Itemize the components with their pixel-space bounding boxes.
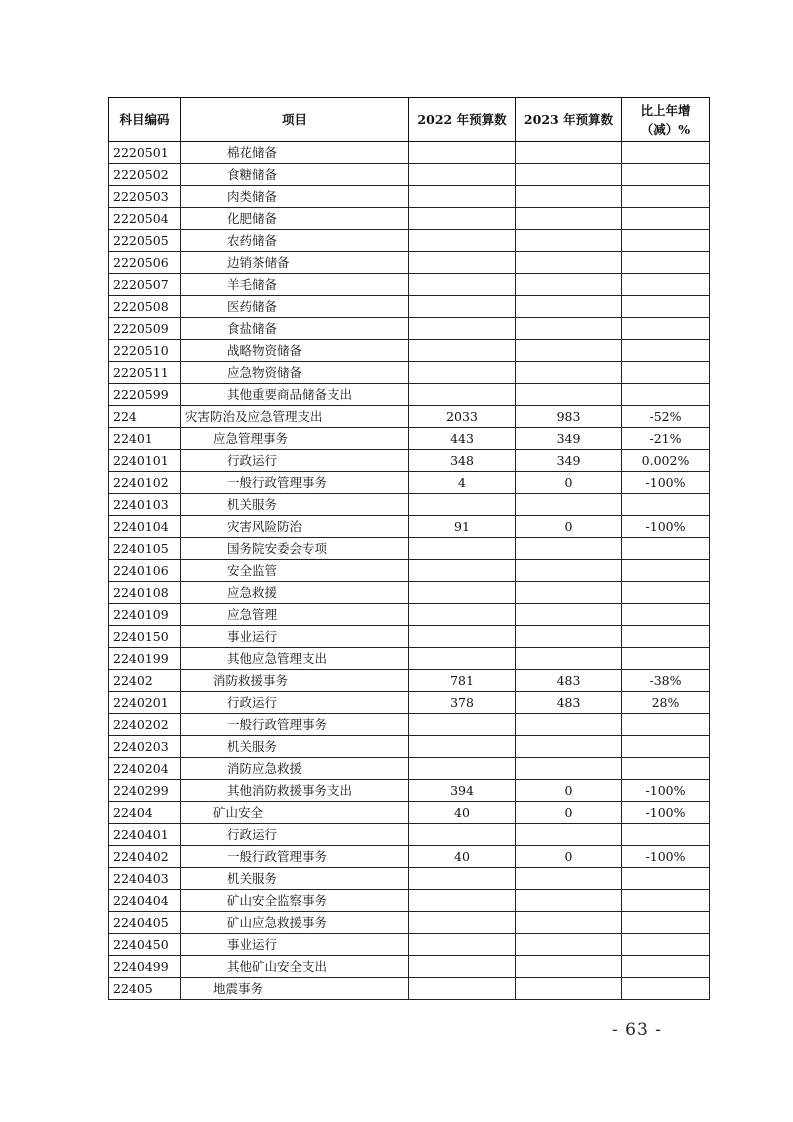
header-2023: 2023 年预算数 [516, 98, 622, 142]
table-row [109, 164, 710, 186]
cell-2022 [409, 142, 516, 164]
cell-2022 [409, 890, 516, 912]
table-row [109, 626, 710, 648]
cell-change [622, 978, 710, 1000]
cell-2022 [409, 978, 516, 1000]
cell-name: 行政运行 [181, 692, 409, 714]
cell-2023: 483 [516, 692, 622, 714]
cell-name: 国务院安委会专项 [181, 538, 409, 560]
cell-name: 一般行政管理事务 [181, 846, 409, 868]
cell-name: 灾害风险防治 [181, 516, 409, 538]
cell-2022 [409, 230, 516, 252]
cell-2022 [409, 582, 516, 604]
table-row [109, 956, 710, 978]
table-row [109, 274, 710, 296]
cell-2022: 348 [409, 450, 516, 472]
cell-2023: 0 [516, 472, 622, 494]
cell-2023 [516, 626, 622, 648]
cell-code: 2240403 [109, 868, 181, 890]
cell-code: 2240201 [109, 692, 181, 714]
cell-2022: 4 [409, 472, 516, 494]
cell-code: 224 [109, 406, 181, 428]
cell-change [622, 384, 710, 406]
cell-name: 其他矿山安全支出 [181, 956, 409, 978]
cell-change [622, 296, 710, 318]
cell-2023 [516, 560, 622, 582]
cell-code: 2220502 [109, 164, 181, 186]
table-row [109, 582, 710, 604]
budget-table [108, 97, 710, 1000]
header-2022: 2022 年预算数 [409, 98, 516, 142]
cell-2022 [409, 362, 516, 384]
cell-2022: 378 [409, 692, 516, 714]
cell-2023 [516, 956, 622, 978]
cell-change [622, 890, 710, 912]
cell-2022 [409, 934, 516, 956]
cell-change [622, 252, 710, 274]
table-row [109, 890, 710, 912]
cell-2023 [516, 230, 622, 252]
header-code: 科目编码 [109, 98, 181, 142]
cell-name: 医药储备 [181, 296, 409, 318]
header-change-line1: 比上年增 [640, 102, 691, 118]
table-row [109, 472, 710, 494]
cell-2022 [409, 604, 516, 626]
cell-2022: 394 [409, 780, 516, 802]
cell-2023 [516, 758, 622, 780]
cell-2023 [516, 274, 622, 296]
cell-2022 [409, 868, 516, 890]
cell-change [622, 142, 710, 164]
table-row [109, 142, 710, 164]
cell-change: -52% [622, 406, 710, 428]
cell-code: 2240105 [109, 538, 181, 560]
cell-code: 2220507 [109, 274, 181, 296]
cell-code: 2220505 [109, 230, 181, 252]
cell-name: 安全监管 [181, 560, 409, 582]
cell-code: 22404 [109, 802, 181, 824]
table-row [109, 736, 710, 758]
cell-code: 2240108 [109, 582, 181, 604]
cell-name: 机关服务 [181, 868, 409, 890]
cell-code: 22405 [109, 978, 181, 1000]
cell-code: 2240499 [109, 956, 181, 978]
cell-change: -100% [622, 472, 710, 494]
cell-name: 事业运行 [181, 934, 409, 956]
cell-code: 2240104 [109, 516, 181, 538]
cell-code: 2220503 [109, 186, 181, 208]
table-row [109, 670, 710, 692]
cell-2022 [409, 714, 516, 736]
table-row [109, 934, 710, 956]
cell-2022: 443 [409, 428, 516, 450]
table-row [109, 208, 710, 230]
cell-name: 机关服务 [181, 736, 409, 758]
cell-change: -100% [622, 516, 710, 538]
cell-change [622, 956, 710, 978]
cell-2022 [409, 648, 516, 670]
cell-change [622, 274, 710, 296]
cell-2023: 0 [516, 516, 622, 538]
cell-name: 应急物资储备 [181, 362, 409, 384]
cell-code: 2220509 [109, 318, 181, 340]
cell-change: -100% [622, 780, 710, 802]
cell-name: 农药储备 [181, 230, 409, 252]
cell-2023 [516, 582, 622, 604]
cell-change: -100% [622, 802, 710, 824]
table-row [109, 538, 710, 560]
cell-code: 2240101 [109, 450, 181, 472]
cell-2023 [516, 296, 622, 318]
cell-2022 [409, 186, 516, 208]
cell-2022 [409, 626, 516, 648]
cell-code: 2240106 [109, 560, 181, 582]
cell-change [622, 494, 710, 516]
table-row [109, 186, 710, 208]
cell-code: 2220504 [109, 208, 181, 230]
table-row [109, 384, 710, 406]
cell-2022 [409, 274, 516, 296]
cell-2023 [516, 362, 622, 384]
cell-2023 [516, 978, 622, 1000]
cell-2023 [516, 252, 622, 274]
cell-2022: 91 [409, 516, 516, 538]
cell-code: 2220506 [109, 252, 181, 274]
cell-2022: 40 [409, 802, 516, 824]
cell-2023 [516, 868, 622, 890]
cell-name: 机关服务 [181, 494, 409, 516]
cell-code: 2240202 [109, 714, 181, 736]
cell-2023 [516, 318, 622, 340]
cell-2023 [516, 384, 622, 406]
table-row [109, 340, 710, 362]
table-header-row [109, 98, 710, 142]
cell-name: 事业运行 [181, 626, 409, 648]
cell-change: -38% [622, 670, 710, 692]
cell-change: -21% [622, 428, 710, 450]
cell-change [622, 714, 710, 736]
cell-code: 2240203 [109, 736, 181, 758]
cell-2023: 0 [516, 802, 622, 824]
cell-2022 [409, 758, 516, 780]
table-row [109, 450, 710, 472]
cell-name: 矿山安全监察事务 [181, 890, 409, 912]
cell-name: 行政运行 [181, 824, 409, 846]
cell-change [622, 538, 710, 560]
cell-2023 [516, 142, 622, 164]
cell-name: 肉类储备 [181, 186, 409, 208]
table-row [109, 318, 710, 340]
cell-code: 2220501 [109, 142, 181, 164]
cell-2023 [516, 604, 622, 626]
cell-2022 [409, 384, 516, 406]
cell-2022 [409, 560, 516, 582]
cell-name: 灾害防治及应急管理支出 [181, 406, 409, 428]
cell-change [622, 362, 710, 384]
cell-name: 一般行政管理事务 [181, 714, 409, 736]
cell-change [622, 912, 710, 934]
cell-2022 [409, 494, 516, 516]
cell-name: 棉花储备 [181, 142, 409, 164]
cell-2023 [516, 824, 622, 846]
cell-2023 [516, 208, 622, 230]
cell-2023: 349 [516, 428, 622, 450]
table-row [109, 978, 710, 1000]
cell-2022 [409, 296, 516, 318]
table-row [109, 802, 710, 824]
cell-2023 [516, 494, 622, 516]
cell-name: 食盐储备 [181, 318, 409, 340]
cell-code: 2240402 [109, 846, 181, 868]
table-row [109, 494, 710, 516]
cell-name: 消防应急救援 [181, 758, 409, 780]
table-row [109, 692, 710, 714]
cell-name: 应急管理事务 [181, 428, 409, 450]
cell-name: 边销茶储备 [181, 252, 409, 274]
page-number: - 63 - [612, 1020, 662, 1040]
table-row [109, 406, 710, 428]
cell-code: 2240401 [109, 824, 181, 846]
cell-2022 [409, 164, 516, 186]
cell-change [622, 604, 710, 626]
cell-change: 0.002% [622, 450, 710, 472]
cell-change [622, 626, 710, 648]
cell-2023: 983 [516, 406, 622, 428]
cell-code: 2220599 [109, 384, 181, 406]
cell-name: 矿山安全 [181, 802, 409, 824]
cell-2022 [409, 538, 516, 560]
table-row [109, 252, 710, 274]
cell-change: 28% [622, 692, 710, 714]
cell-change [622, 758, 710, 780]
cell-code: 2240199 [109, 648, 181, 670]
table-row [109, 824, 710, 846]
cell-2023: 0 [516, 846, 622, 868]
cell-2022 [409, 824, 516, 846]
table-row [109, 296, 710, 318]
cell-code: 2240103 [109, 494, 181, 516]
cell-name: 化肥储备 [181, 208, 409, 230]
cell-name: 矿山应急救援事务 [181, 912, 409, 934]
cell-2023 [516, 736, 622, 758]
cell-2023 [516, 186, 622, 208]
table-row [109, 362, 710, 384]
cell-code: 22401 [109, 428, 181, 450]
cell-name: 战略物资储备 [181, 340, 409, 362]
cell-2023 [516, 890, 622, 912]
cell-change [622, 560, 710, 582]
cell-change [622, 164, 710, 186]
cell-name: 其他重要商品储备支出 [181, 384, 409, 406]
cell-name: 行政运行 [181, 450, 409, 472]
table-row [109, 868, 710, 890]
cell-name: 应急救援 [181, 582, 409, 604]
table-row [109, 516, 710, 538]
table-row [109, 758, 710, 780]
cell-change [622, 340, 710, 362]
cell-name: 一般行政管理事务 [181, 472, 409, 494]
cell-2022 [409, 956, 516, 978]
cell-2022 [409, 318, 516, 340]
cell-code: 2220511 [109, 362, 181, 384]
cell-code: 2220510 [109, 340, 181, 362]
table-row [109, 648, 710, 670]
cell-code: 2240102 [109, 472, 181, 494]
cell-change [622, 824, 710, 846]
cell-code: 2240150 [109, 626, 181, 648]
cell-name: 羊毛储备 [181, 274, 409, 296]
cell-2022 [409, 912, 516, 934]
cell-name: 消防救援事务 [181, 670, 409, 692]
cell-2022 [409, 736, 516, 758]
cell-change [622, 868, 710, 890]
cell-name: 应急管理 [181, 604, 409, 626]
cell-2022 [409, 208, 516, 230]
cell-code: 2240109 [109, 604, 181, 626]
cell-code: 2240405 [109, 912, 181, 934]
cell-code: 22402 [109, 670, 181, 692]
cell-code: 2220508 [109, 296, 181, 318]
header-name: 项目 [181, 98, 409, 142]
cell-change [622, 230, 710, 252]
cell-2022: 2033 [409, 406, 516, 428]
table-row [109, 780, 710, 802]
cell-name: 其他应急管理支出 [181, 648, 409, 670]
cell-2022 [409, 252, 516, 274]
cell-2023 [516, 164, 622, 186]
cell-change [622, 582, 710, 604]
cell-2023 [516, 912, 622, 934]
cell-code: 2240450 [109, 934, 181, 956]
header-change-line2: （减）% [640, 121, 691, 137]
table-row [109, 714, 710, 736]
table-row [109, 912, 710, 934]
cell-change [622, 208, 710, 230]
table-row [109, 560, 710, 582]
cell-2022 [409, 340, 516, 362]
cell-code: 2240204 [109, 758, 181, 780]
table-row [109, 428, 710, 450]
cell-2023 [516, 934, 622, 956]
cell-change [622, 736, 710, 758]
cell-change [622, 186, 710, 208]
cell-change [622, 648, 710, 670]
cell-name: 食糖储备 [181, 164, 409, 186]
table-body [109, 142, 710, 1000]
cell-2023 [516, 648, 622, 670]
table-row [109, 604, 710, 626]
cell-2023: 0 [516, 780, 622, 802]
cell-name: 其他消防救援事务支出 [181, 780, 409, 802]
cell-2023: 349 [516, 450, 622, 472]
cell-code: 2240299 [109, 780, 181, 802]
cell-2022: 781 [409, 670, 516, 692]
cell-code: 2240404 [109, 890, 181, 912]
header-change [622, 98, 710, 142]
cell-change: -100% [622, 846, 710, 868]
cell-2023 [516, 538, 622, 560]
cell-2023 [516, 714, 622, 736]
cell-name: 地震事务 [181, 978, 409, 1000]
cell-change [622, 934, 710, 956]
table-row [109, 846, 710, 868]
cell-2023: 483 [516, 670, 622, 692]
cell-2022: 40 [409, 846, 516, 868]
cell-change [622, 318, 710, 340]
cell-2023 [516, 340, 622, 362]
table-row [109, 230, 710, 252]
